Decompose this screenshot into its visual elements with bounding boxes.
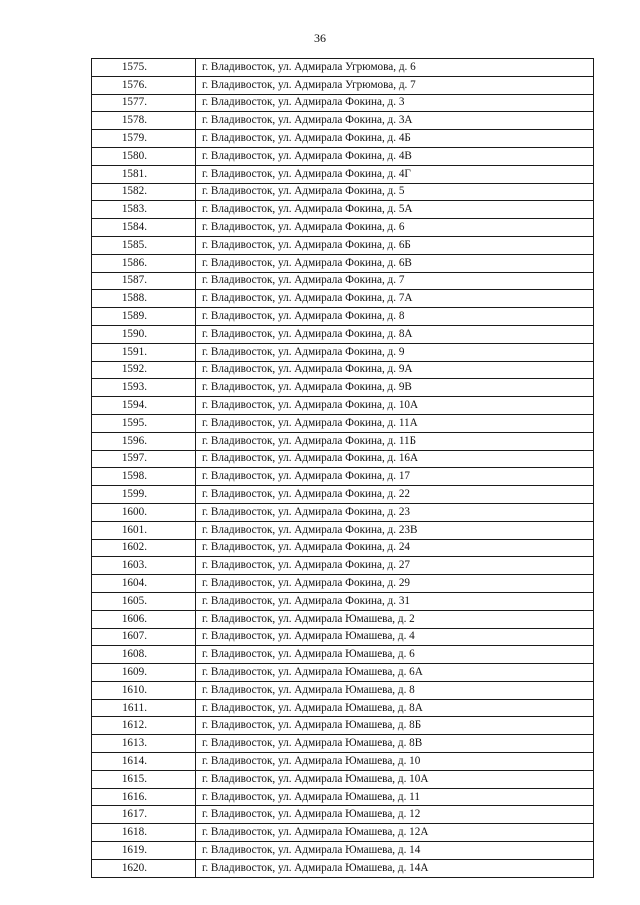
row-number-cell: 1598. bbox=[92, 468, 196, 486]
table-row bbox=[92, 859, 594, 877]
row-number-cell: 1590. bbox=[92, 325, 196, 343]
address-cell: г. Владивосток, ул. Адмирала Фокина, д. 29 bbox=[196, 575, 594, 593]
row-number-cell: 1606. bbox=[92, 610, 196, 628]
address-cell: г. Владивосток, ул. Адмирала Фокина, д. 3А bbox=[196, 112, 594, 130]
row-number-cell: 1581. bbox=[92, 165, 196, 183]
table-row bbox=[92, 432, 594, 450]
row-number-cell: 1612. bbox=[92, 717, 196, 735]
row-number-cell: 1603. bbox=[92, 557, 196, 575]
row-number-cell: 1615. bbox=[92, 770, 196, 788]
address-cell: г. Владивосток, ул. Адмирала Юмашева, д. 6 bbox=[196, 646, 594, 664]
table-row bbox=[92, 290, 594, 308]
address-cell: г. Владивосток, ул. Адмирала Фокина, д. 9В bbox=[196, 379, 594, 397]
table-row bbox=[92, 397, 594, 415]
table-row bbox=[92, 343, 594, 361]
table-row bbox=[92, 308, 594, 326]
row-number-cell: 1583. bbox=[92, 201, 196, 219]
row-number-cell: 1601. bbox=[92, 521, 196, 539]
address-cell: г. Владивосток, ул. Адмирала Фокина, д. 11А bbox=[196, 414, 594, 432]
row-number-cell: 1609. bbox=[92, 664, 196, 682]
table-row bbox=[92, 450, 594, 468]
address-table-body bbox=[92, 59, 594, 878]
table-row bbox=[92, 183, 594, 201]
row-number-cell: 1577. bbox=[92, 94, 196, 112]
row-number-cell: 1604. bbox=[92, 575, 196, 593]
address-cell: г. Владивосток, ул. Адмирала Фокина, д. 11Б bbox=[196, 432, 594, 450]
address-cell: г. Владивосток, ул. Адмирала Фокина, д. 23 bbox=[196, 503, 594, 521]
row-number-cell: 1616. bbox=[92, 788, 196, 806]
address-cell: г. Владивосток, ул. Адмирала Юмашева, д. 8 bbox=[196, 681, 594, 699]
address-cell: г. Владивосток, ул. Адмирала Юмашева, д. 6А bbox=[196, 664, 594, 682]
row-number-cell: 1595. bbox=[92, 414, 196, 432]
table-row bbox=[92, 361, 594, 379]
table-row bbox=[92, 254, 594, 272]
table-row bbox=[92, 628, 594, 646]
row-number-cell: 1589. bbox=[92, 308, 196, 326]
table-row bbox=[92, 94, 594, 112]
table-row bbox=[92, 486, 594, 504]
row-number-cell: 1614. bbox=[92, 753, 196, 771]
table-row bbox=[92, 681, 594, 699]
address-cell: г. Владивосток, ул. Адмирала Юмашева, д. 10А bbox=[196, 770, 594, 788]
address-cell: г. Владивосток, ул. Адмирала Фокина, д. 4Г bbox=[196, 165, 594, 183]
address-cell: г. Владивосток, ул. Адмирала Фокина, д. 6 bbox=[196, 219, 594, 237]
address-cell: г. Владивосток, ул. Адмирала Юмашева, д. 8В bbox=[196, 735, 594, 753]
table-row bbox=[92, 788, 594, 806]
table-row bbox=[92, 201, 594, 219]
table-row bbox=[92, 414, 594, 432]
row-number-cell: 1591. bbox=[92, 343, 196, 361]
row-number-cell: 1599. bbox=[92, 486, 196, 504]
table-row bbox=[92, 521, 594, 539]
address-cell: г. Владивосток, ул. Адмирала Юмашева, д. 8Б bbox=[196, 717, 594, 735]
address-cell: г. Владивосток, ул. Адмирала Фокина, д. 4В bbox=[196, 147, 594, 165]
table-row bbox=[92, 503, 594, 521]
address-cell: г. Владивосток, ул. Адмирала Фокина, д. 7 bbox=[196, 272, 594, 290]
table-row bbox=[92, 59, 594, 77]
address-cell: г. Владивосток, ул. Адмирала Юмашева, д. 14А bbox=[196, 859, 594, 877]
address-cell: г. Владивосток, ул. Адмирала Фокина, д. 4Б bbox=[196, 130, 594, 148]
table-row bbox=[92, 699, 594, 717]
table-row bbox=[92, 112, 594, 130]
address-cell: г. Владивосток, ул. Адмирала Фокина, д. 17 bbox=[196, 468, 594, 486]
address-cell: г. Владивосток, ул. Адмирала Фокина, д. 27 bbox=[196, 557, 594, 575]
row-number-cell: 1578. bbox=[92, 112, 196, 130]
row-number-cell: 1619. bbox=[92, 842, 196, 860]
address-cell: г. Владивосток, ул. Адмирала Фокина, д. 31 bbox=[196, 592, 594, 610]
address-cell: г. Владивосток, ул. Адмирала Юмашева, д. 8А bbox=[196, 699, 594, 717]
address-table bbox=[91, 58, 594, 878]
row-number-cell: 1593. bbox=[92, 379, 196, 397]
table-row bbox=[92, 219, 594, 237]
row-number-cell: 1618. bbox=[92, 824, 196, 842]
address-cell: г. Владивосток, ул. Адмирала Фокина, д. 6Б bbox=[196, 236, 594, 254]
table-row bbox=[92, 147, 594, 165]
address-cell: г. Владивосток, ул. Адмирала Фокина, д. 24 bbox=[196, 539, 594, 557]
row-number-cell: 1585. bbox=[92, 236, 196, 254]
address-cell: г. Владивосток, ул. Адмирала Юмашева, д. 12А bbox=[196, 824, 594, 842]
table-row bbox=[92, 664, 594, 682]
address-cell: г. Владивосток, ул. Адмирала Угрюмова, д. 6 bbox=[196, 59, 594, 77]
table-row bbox=[92, 646, 594, 664]
table-row bbox=[92, 575, 594, 593]
row-number-cell: 1584. bbox=[92, 219, 196, 237]
table-row bbox=[92, 770, 594, 788]
table-row bbox=[92, 325, 594, 343]
row-number-cell: 1617. bbox=[92, 806, 196, 824]
table-row bbox=[92, 272, 594, 290]
address-cell: г. Владивосток, ул. Адмирала Фокина, д. 8А bbox=[196, 325, 594, 343]
row-number-cell: 1602. bbox=[92, 539, 196, 557]
address-cell: г. Владивосток, ул. Адмирала Фокина, д. 7А bbox=[196, 290, 594, 308]
table-row bbox=[92, 165, 594, 183]
row-number-cell: 1582. bbox=[92, 183, 196, 201]
address-cell: г. Владивосток, ул. Адмирала Юмашева, д. 2 bbox=[196, 610, 594, 628]
table-row bbox=[92, 76, 594, 94]
row-number-cell: 1608. bbox=[92, 646, 196, 664]
address-cell: г. Владивосток, ул. Адмирала Юмашева, д. 14 bbox=[196, 842, 594, 860]
address-cell: г. Владивосток, ул. Адмирала Фокина, д. 3 bbox=[196, 94, 594, 112]
address-cell: г. Владивосток, ул. Адмирала Фокина, д. 23В bbox=[196, 521, 594, 539]
row-number-cell: 1600. bbox=[92, 503, 196, 521]
table-row bbox=[92, 753, 594, 771]
table-row bbox=[92, 236, 594, 254]
row-number-cell: 1575. bbox=[92, 59, 196, 77]
row-number-cell: 1586. bbox=[92, 254, 196, 272]
table-row bbox=[92, 806, 594, 824]
row-number-cell: 1596. bbox=[92, 432, 196, 450]
row-number-cell: 1592. bbox=[92, 361, 196, 379]
table-row bbox=[92, 130, 594, 148]
row-number-cell: 1610. bbox=[92, 681, 196, 699]
row-number-cell: 1607. bbox=[92, 628, 196, 646]
address-cell: г. Владивосток, ул. Адмирала Фокина, д. 16А bbox=[196, 450, 594, 468]
address-cell: г. Владивосток, ул. Адмирала Юмашева, д. 12 bbox=[196, 806, 594, 824]
address-cell: г. Владивосток, ул. Адмирала Фокина, д. 6В bbox=[196, 254, 594, 272]
row-number-cell: 1611. bbox=[92, 699, 196, 717]
table-row bbox=[92, 592, 594, 610]
address-cell: г. Владивосток, ул. Адмирала Фокина, д. 9А bbox=[196, 361, 594, 379]
address-cell: г. Владивосток, ул. Адмирала Фокина, д. 22 bbox=[196, 486, 594, 504]
table-row bbox=[92, 735, 594, 753]
address-cell: г. Владивосток, ул. Адмирала Юмашева, д. 10 bbox=[196, 753, 594, 771]
address-cell: г. Владивосток, ул. Адмирала Юмашева, д. 11 bbox=[196, 788, 594, 806]
address-cell: г. Владивосток, ул. Адмирала Фокина, д. 10А bbox=[196, 397, 594, 415]
table-row bbox=[92, 379, 594, 397]
row-number-cell: 1620. bbox=[92, 859, 196, 877]
table-row bbox=[92, 824, 594, 842]
address-cell: г. Владивосток, ул. Адмирала Фокина, д. 5 bbox=[196, 183, 594, 201]
table-row bbox=[92, 539, 594, 557]
table-row bbox=[92, 717, 594, 735]
table-row bbox=[92, 842, 594, 860]
address-cell: г. Владивосток, ул. Адмирала Фокина, д. 8 bbox=[196, 308, 594, 326]
table-row bbox=[92, 610, 594, 628]
address-cell: г. Владивосток, ул. Адмирала Юмашева, д. 4 bbox=[196, 628, 594, 646]
row-number-cell: 1605. bbox=[92, 592, 196, 610]
row-number-cell: 1576. bbox=[92, 76, 196, 94]
row-number-cell: 1579. bbox=[92, 130, 196, 148]
table-row bbox=[92, 557, 594, 575]
page-number: 36 bbox=[314, 31, 326, 45]
row-number-cell: 1580. bbox=[92, 147, 196, 165]
address-cell: г. Владивосток, ул. Адмирала Фокина, д. 9 bbox=[196, 343, 594, 361]
address-cell: г. Владивосток, ул. Адмирала Фокина, д. 5А bbox=[196, 201, 594, 219]
row-number-cell: 1597. bbox=[92, 450, 196, 468]
row-number-cell: 1613. bbox=[92, 735, 196, 753]
row-number-cell: 1594. bbox=[92, 397, 196, 415]
row-number-cell: 1588. bbox=[92, 290, 196, 308]
table-row bbox=[92, 468, 594, 486]
address-cell: г. Владивосток, ул. Адмирала Угрюмова, д. 7 bbox=[196, 76, 594, 94]
row-number-cell: 1587. bbox=[92, 272, 196, 290]
